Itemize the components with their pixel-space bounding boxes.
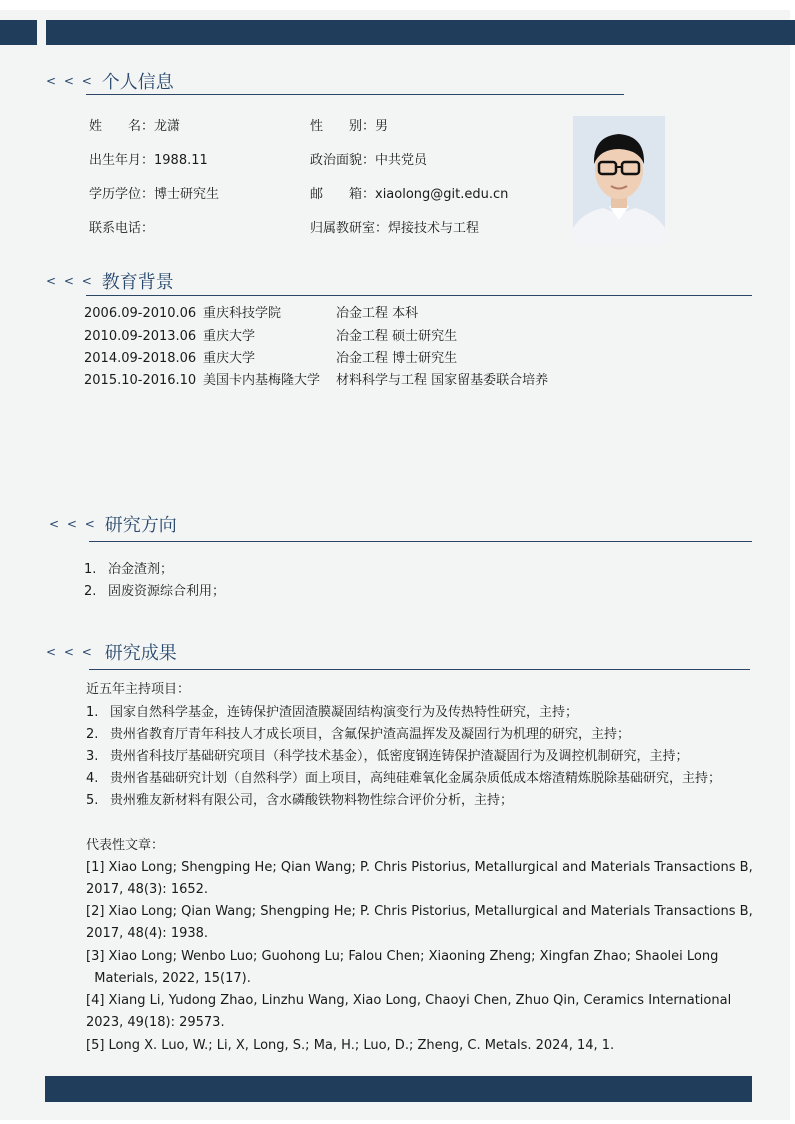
section-header-research: [49, 515, 177, 537]
item-text: 贵州省科技厅基础研究项目（科学技术基金），低密度钢连铸保护渣凝固行为及调控机制研究，主持；: [110, 749, 689, 764]
edu-major: 材料科学与工程 国家留基委联合培养: [336, 373, 549, 388]
edu-school: 重庆大学: [203, 351, 256, 366]
section-title-results: 研究成果: [104, 643, 177, 664]
paper-line: Materials, 2022, 15(17).: [86, 971, 251, 986]
profile-photo: [573, 116, 665, 245]
info-degree: 学历学位：博士研究生: [89, 187, 220, 202]
section-rule: [89, 669, 750, 670]
paper-line: [2] Xiao Long; Qian Wang; Shengping He; P. Chris Pistorius, Metallurgical and Materials Transactions B,: [86, 904, 753, 919]
section-header-education: [46, 272, 174, 294]
paper-line: [5] Long X. Luo, W.; Li, X, Long, S.; Ma, H.; Luo, D.; Zheng, C. Metals. 2024, 14, 1.: [86, 1038, 615, 1053]
info-politics: 政治面貌：中共党员: [310, 153, 428, 168]
papers-title: 代表性文章：: [86, 838, 165, 853]
item-number: 1.: [86, 705, 99, 720]
paper-line: 2017, 48(4): 1938.: [86, 926, 209, 941]
chevron-icon: < < <: [46, 274, 94, 288]
section-rule: [86, 94, 624, 95]
chevron-icon: < < <: [46, 645, 94, 659]
item-text: 国家自然科学基金，连铸保护渣固渣膜凝固结构演变行为及传热特性研究，主持；: [110, 705, 579, 720]
paper-line: [1] Xiao Long; Shengping He; Qian Wang; P. Chris Pistorius, Metallurgical and Materials Transactions B,: [86, 860, 753, 875]
chevron-icon: < < <: [46, 74, 94, 88]
item-text: 贵州雅友新材料有限公司，含水磷酸铁物料物性综合评价分析，主持；: [110, 793, 514, 808]
edu-period: 2015.10-2016.10: [84, 373, 197, 388]
edu-school: 重庆大学: [203, 329, 256, 344]
edu-period: 2010.09-2013.06: [84, 329, 197, 344]
item-number: 5.: [86, 793, 99, 808]
item-text: 冶金渣剂；: [108, 562, 174, 577]
section-header-results: [46, 643, 177, 665]
item-number: 3.: [86, 749, 99, 764]
edu-period: 2014.09-2018.06: [84, 351, 197, 366]
edu-major: 冶金工程 硕士研究生: [336, 329, 458, 344]
paper-line: 2017, 48(3): 1652.: [86, 882, 209, 897]
info-birth: 出生年月：1988.11: [89, 153, 208, 168]
info-phone: 联系电话：: [89, 221, 155, 236]
section-header-personal: [46, 72, 174, 94]
edu-major: 冶金工程 本科: [336, 306, 419, 321]
header-bar: [46, 20, 795, 45]
info-dept: 归属教研室：焊接技术与工程: [310, 221, 480, 236]
item-number: 2.: [84, 584, 97, 599]
edu-period: 2006.09-2010.06: [84, 306, 197, 321]
item-number: 4.: [86, 771, 99, 786]
section-title-research: 研究方向: [104, 515, 177, 536]
paper-line: [3] Xiao Long; Wenbo Luo; Guohong Lu; Falou Chen; Xiaoning Zheng; Xingfan Zhao; Shaolei Long: [86, 949, 719, 964]
section-rule: [89, 541, 752, 542]
edu-major: 冶金工程 博士研究生: [336, 351, 458, 366]
item-number: 1.: [84, 562, 97, 577]
info-email: 邮 箱：xiaolong@git.edu.cn: [310, 187, 509, 202]
item-text: 固废资源综合利用；: [108, 584, 226, 599]
info-name: 姓 名：龙潇: [89, 119, 181, 134]
paper-line: [4] Xiang Li, Yudong Zhao, Linzhu Wang, Xiao Long, Chaoyi Chen, Zhuo Qin, Ceramics International: [86, 993, 732, 1008]
section-rule: [86, 295, 752, 296]
edu-school: 重庆科技学院: [203, 306, 282, 321]
info-gender: 性 别：男: [310, 119, 389, 134]
footer-bar: [45, 1076, 752, 1102]
section-title-personal: 个人信息: [101, 72, 174, 93]
header-bar-accent: [0, 20, 37, 45]
item-text: 贵州省教育厅青年科技人才成长项目，含氟保护渣高温挥发及凝固行为机理的研究，主持；: [110, 727, 631, 742]
item-number: 2.: [86, 727, 99, 742]
chevron-icon: < < <: [49, 517, 97, 531]
edu-school: 美国卡内基梅隆大学: [203, 373, 321, 388]
projects-title: 近五年主持项目：: [86, 682, 191, 697]
item-text: 贵州省基础研究计划（自然科学）面上项目，高纯硅难氧化金属杂质低成本熔渣精炼脱除基础研究，主持；: [110, 771, 722, 786]
section-title-education: 教育背景: [101, 272, 174, 293]
paper-line: 2023, 49(18): 29573.: [86, 1015, 225, 1030]
